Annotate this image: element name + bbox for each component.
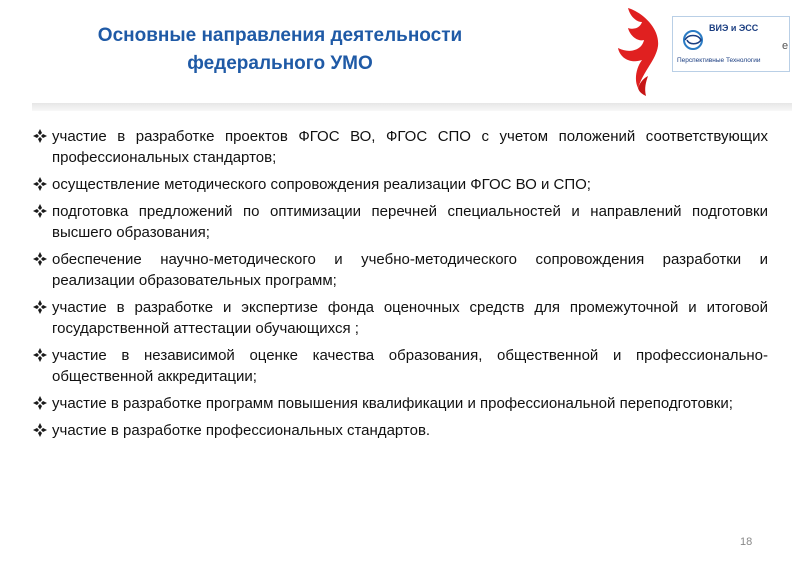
title-line-2: федерального УМО (187, 53, 373, 74)
header-divider (32, 103, 792, 111)
list-item (32, 174, 768, 195)
logo-badge (672, 16, 790, 72)
diamond-bullet-icon (32, 203, 48, 219)
list-item-text: участие в разработке проектов ФГОС ВО, ФГОС СПО с учетом положений соответствующих профессиональных стандартов; (52, 128, 768, 166)
list-item-text: участие в разработке профессиональных стандартов. (52, 422, 431, 439)
diamond-bullet-icon (32, 347, 48, 363)
list-item (32, 345, 768, 387)
diamond-bullet-icon (32, 395, 48, 411)
diamond-bullet-icon (32, 299, 48, 315)
list-item-text: участие в разработке программ повышения квалификации и профессиональной переподготовки; (52, 395, 733, 412)
logo-tagline: Перспективные Технологии (677, 57, 761, 64)
diamond-bullet-icon (32, 251, 48, 267)
title-line-1: Основные направления деятельности (97, 25, 463, 46)
corner-mark: е (782, 40, 789, 52)
diamond-bullet-icon (32, 128, 48, 144)
swirl-icon (679, 29, 707, 51)
list-item-text: осуществление методического сопровождения реализации ФГОС ВО и СПО; (52, 176, 591, 193)
organization-logo (608, 2, 798, 102)
diamond-bullet-icon (32, 422, 48, 438)
list-item (32, 420, 768, 441)
list-item-text: подготовка предложений по оптимизации перечней специальностей и направлений подготовки высшего образования; (52, 203, 768, 241)
slide-title (30, 22, 530, 78)
list-item-text: обеспечение научно-методического и учебно-методического сопровождения разработки и реализации образовательных программ; (52, 251, 768, 289)
list-item-text: участие в независимой оценке качества образования, общественной и профессионально-общественной аккредитации; (52, 347, 768, 385)
list-item (32, 249, 768, 291)
activity-list (32, 126, 768, 447)
flame-logo-icon (608, 2, 678, 100)
page-number: 18 (740, 536, 753, 548)
logo-name: ВИЭ и ЭСС (709, 23, 759, 33)
list-item (32, 297, 768, 339)
list-item (32, 393, 768, 414)
list-item (32, 126, 768, 168)
list-item (32, 201, 768, 243)
diamond-bullet-icon (32, 176, 48, 192)
list-item-text: участие в разработке и экспертизе фонда оценочных средств для промежуточной и итоговой государственной аттестации обучающихся ; (52, 299, 768, 337)
